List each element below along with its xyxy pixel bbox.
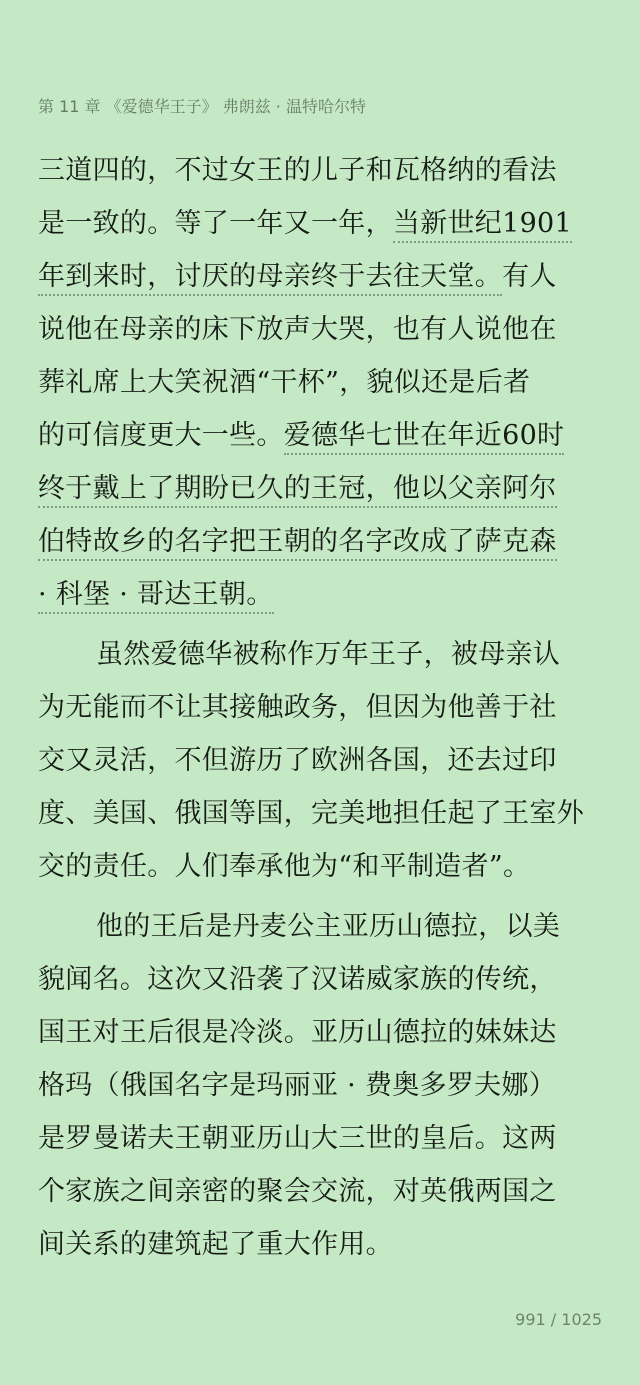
text-line [38,568,603,621]
text-line: 格玛（俄国名字是玛丽亚 · 费奥多罗夫娜） [38,1070,557,1101]
text-line: 的可信度更大一些。爱德华七世在年近60时 [38,409,603,462]
text-line: 交的责任。人们奉承他为“和平制造者”。 [38,851,531,882]
text-line [38,515,603,568]
page-number: 991 / 1025 [515,1310,602,1329]
highlight-underline[interactable]: 终于戴上了期盼已久的王冠，他以父亲阿尔 [38,473,557,508]
text-line: 是罗曼诺夫王朝亚历山大三世的皇后。这两 [38,1123,557,1154]
chapter-header: 第 11 章 《爱德华王子》 弗朗兹 · 温特哈尔特 [38,97,366,116]
text-line: 是一致的。等了一年又一年，当新世纪1901 [38,197,603,250]
text-line [38,462,603,515]
text-line: 他的王后是丹麦公主亚历山德拉，以美 [96,911,561,942]
text-line: 葬礼席上大笑祝酒“干杯”，貌似还是后者 [38,367,531,398]
book-text[interactable] [38,144,603,1271]
text-line: 说他在母亲的床下放声大哭，也有人说他在 [38,314,557,345]
text-line: 度、美国、俄国等国，完美地担任起了王室外 [38,798,584,829]
highlight-underline[interactable]: 伯特故乡的名字把王朝的名字改成了萨克森 [38,526,557,561]
highlight-underline[interactable]: 年到来时，讨厌的母亲终于去往天堂。 [38,261,502,296]
text-line: 个家族之间亲密的聚会交流，对英俄两国之 [38,1176,557,1207]
highlight-underline[interactable]: · 科堡 · 哥达王朝。 [38,579,274,614]
text-line: 三道四的，不过女王的儿子和瓦格纳的看法 [38,155,557,186]
text-line: 交又灵活，不但游历了欧洲各国，还去过印 [38,745,557,776]
highlight-underline[interactable]: 爱德华七世在年近60时 [284,420,565,455]
text-line: 貌闻名。这次又沿袭了汉诺威家族的传统， [38,964,557,995]
text-line: 年到来时，讨厌的母亲终于去往天堂。有人 [38,250,603,303]
text-line: 为无能而不让其接触政务，但因为他善于社 [38,692,557,723]
text-line: 间关系的建筑起了重大作用。 [38,1229,393,1260]
highlight-underline[interactable]: 当新世纪1901 [393,208,572,243]
text-line: 虽然爱德华被称作万年王子，被母亲认 [96,639,561,670]
text-line: 国王对王后很是冷淡。亚历山德拉的妹妹达 [38,1017,557,1048]
